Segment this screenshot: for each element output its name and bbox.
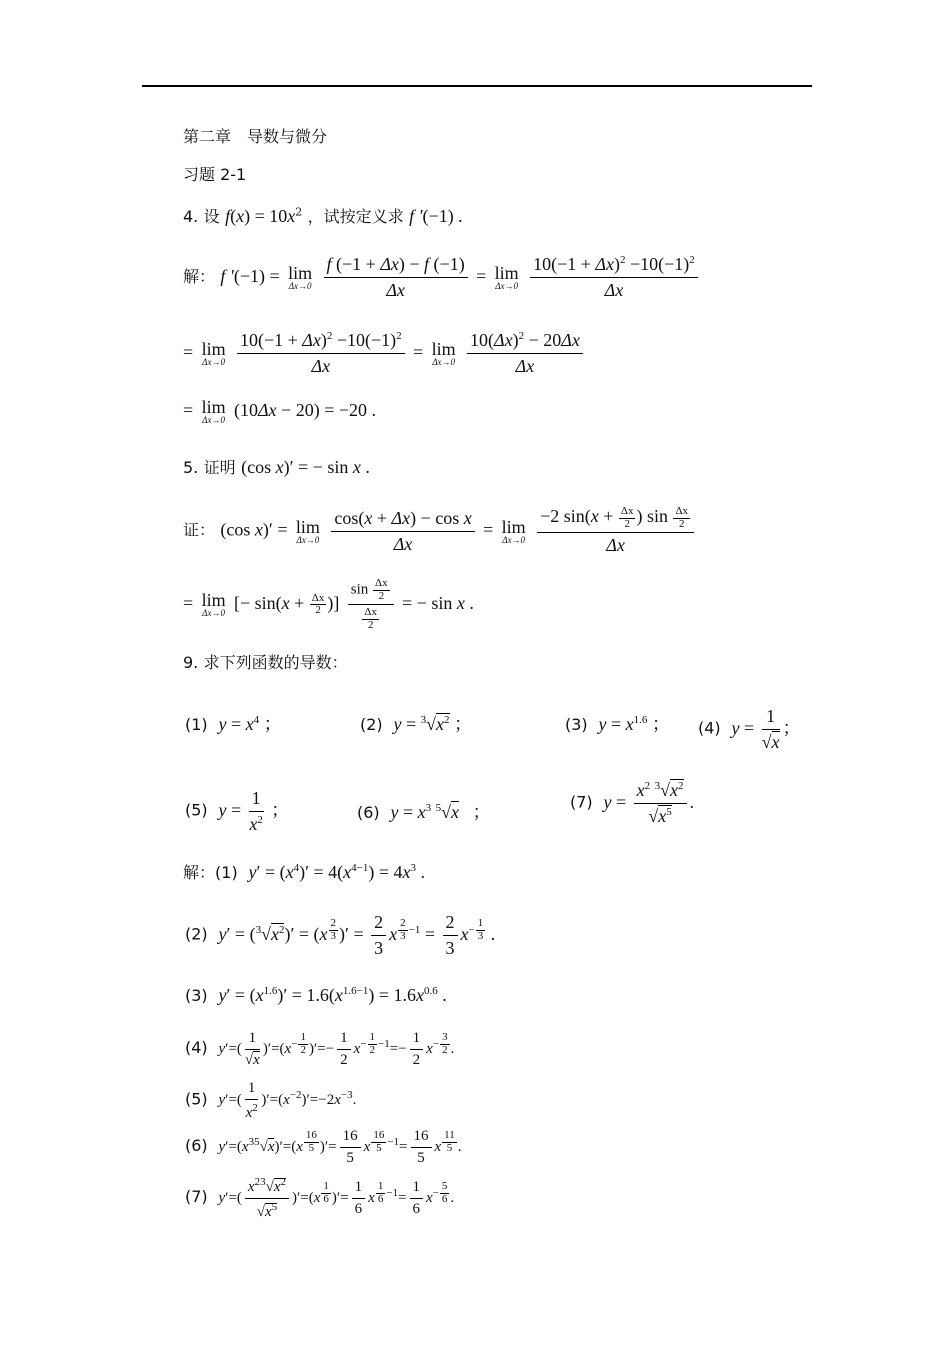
answer-1-expr: $y' = (x^4)' = 4(x^{4-1}) = 4x^3$ . <box>248 862 426 882</box>
item-1-expr: $y = x^4$ ； <box>218 714 282 734</box>
problem-5-proof-label: 证： <box>183 520 216 540</box>
answer-7-expr: y′=( $\frac{x^{23}√x^2}{√x^5}$ )′=(x $^{\frac{1}{6}}$ )′= $\frac{1}{6}$ x $^{\frac{1}{6} -1}$= $\frac{1}{6}$ $x^{- \frac{5}{6}}$ . <box>218 1176 455 1220</box>
item-4-number: (4) <box>698 718 721 738</box>
answer-3-expr: $y' = (x^{1.6})' = 1.6(x^{1.6-1}) = 1.6x^{0.6}$ . <box>218 985 447 1005</box>
eq-4: = <box>183 400 194 420</box>
answer-2 <box>185 912 495 959</box>
result-4: (10Δx − 20) = −20 . <box>233 400 376 420</box>
eq-2: = <box>183 342 194 362</box>
answer-4-expr: y′=( $\frac{1}{√x}$ )$'=(x^{- \frac{1}{2}}$ )′=− $\frac{1}{2}$ $x^{- \frac{1}{2} -1}=-$ $\frac{1}{2}$ $x^{- \frac{3}{2}}$ . <box>218 1030 455 1068</box>
frac-7: sin $\frac{\Delta x}{2}$ $\frac{\Delta x}{2}$ <box>348 578 394 631</box>
frac-1: $\frac{f (-1 + \Delta x) - f (-1)}{\Delta x}$ <box>324 254 468 301</box>
problem-4-solution-line-2 <box>183 330 586 377</box>
answer-3-number: (3) <box>185 986 208 1005</box>
item-1-number: (1) <box>185 715 208 734</box>
frac-6: −2 sin(x + $\frac{\Delta x}{2}$ ) sin $\frac{\Delta x}{2}$ Δx <box>537 506 694 556</box>
problem-4-label: 4. <box>183 207 199 226</box>
p4-x2: x <box>287 206 296 226</box>
chapter-title <box>183 124 327 147</box>
p4-paren: ( <box>230 206 237 226</box>
problem-5-expr: (cos x)′ = − sin x . <box>241 457 370 477</box>
item-2-number: (2) <box>360 715 383 734</box>
answer-2-number: (2) <box>185 924 208 944</box>
problem-4-text-b: ，试按定义求 <box>307 207 404 226</box>
answer-5-expr: y′=( $\frac{1}{x^2}$ )$'=(x^{-2})'=-2x^{-3}$. <box>218 1080 357 1121</box>
frac-2: $\frac{10(-1 + \Delta x)^2 -10(-1)^2}{\Delta x}$ <box>530 254 698 301</box>
problem-5-statement <box>183 455 370 478</box>
frac-5: $\frac{\text{cos(x + Δx) − cos x}}{\Delta x}$ <box>331 508 474 555</box>
p4-x: x <box>236 206 245 226</box>
problem-5-proof-line-1 <box>183 506 697 556</box>
answer-1 <box>183 860 425 883</box>
lim-4: lim Δx→0 <box>431 339 456 367</box>
problem-9-item-4 <box>698 706 801 753</box>
eq-5: = <box>483 519 494 540</box>
eq-6: = <box>183 593 194 614</box>
problem-4-statement <box>183 204 463 227</box>
header-rule <box>142 85 812 87</box>
lim-3: lim Δx→0 <box>201 339 226 367</box>
item-2-expr: $y = ^3√x^2$ ； <box>393 714 473 734</box>
problem-9-item-3 <box>565 710 670 736</box>
lim-7: lim Δx→0 <box>501 516 526 545</box>
section-title <box>183 162 246 185</box>
problem-9-item-2 <box>360 710 472 736</box>
answer-6-expr: $y'=(x^{35}√x)'=(x$ $^{\frac{16}{5}}$ )′= $\frac{16}{5}$ x $^{\frac{16}{5} -1}$= $\frac{16}{5}$ x $^{\frac{11}{5}}$ . <box>218 1128 462 1166</box>
lim-8: lim Δx→0 <box>201 590 226 619</box>
answer-1-number: (1) <box>215 863 238 882</box>
problem-4-text-a: 设 <box>203 207 220 226</box>
frac-4: $\frac{10(\Delta x)^2 - 20\Delta x}{\Delta x}$ <box>467 330 583 377</box>
answer-6-number: (6) <box>185 1135 208 1155</box>
s4l1-lhs: f ′(−1) = <box>220 266 280 286</box>
problem-9-statement <box>183 650 348 673</box>
eq-3: = <box>413 342 424 362</box>
item-7-expr: y = $\frac{x^2 ^3√x^2}{√x^5}$ . <box>603 780 695 826</box>
problem-4-solution-line-1 <box>183 254 701 301</box>
p4-eq: ) = 10 <box>244 206 288 226</box>
item-6-number: (6) <box>357 803 380 822</box>
answer-5 <box>185 1080 356 1122</box>
p4-arg: (−1) . <box>422 206 463 226</box>
problem-5-label: 5. <box>183 458 199 477</box>
answer-6 <box>185 1128 462 1167</box>
p4-sup: 2 <box>295 205 303 219</box>
problem-5-proof-line-2 <box>183 578 474 631</box>
eq-1: = <box>476 266 487 286</box>
problem-9-item-7 <box>570 780 694 827</box>
item-7-number: (7) <box>570 792 593 812</box>
answer-5-number: (5) <box>185 1089 208 1109</box>
section-text: 习题 2-1 <box>183 165 247 184</box>
answer-4 <box>185 1030 454 1069</box>
p5-bracket: [− sin(x + $\frac{\Delta x}{2}$ )] <box>233 591 340 617</box>
result-5: = − sin x . <box>402 593 474 614</box>
problem-9-item-6 <box>357 798 491 824</box>
problem-4-expr-1: f <box>225 206 231 226</box>
answer-7 <box>185 1176 454 1221</box>
item-3-expr: $y = x^{1.6}$ ； <box>598 714 670 734</box>
problem-9-label: 9. <box>183 653 199 672</box>
problem-9-item-1 <box>185 710 282 736</box>
p4-fprime: f ′ <box>409 206 423 226</box>
problem-9-item-5 <box>185 788 289 835</box>
lim-6: lim Δx→0 <box>295 516 320 545</box>
item-6-expr: $y = x^3$ $^5$√x ； <box>390 802 491 822</box>
answer-3 <box>185 985 447 1006</box>
answer-2-expr: $y' = (^3√x^2)' = (x$ $^{\frac{2}{3}}$ )′ = $\frac{2}{3}$ x $^{\frac{2}{3} -1}$ = $\frac{2}{3}$ $x^{- \frac{1}{3}}$ . <box>218 912 496 958</box>
frac-3: $\frac{10(-1 + \Delta x)^2 -10(-1)^2}{\Delta x}$ <box>237 330 405 377</box>
problem-5-text: 证明 <box>203 458 236 477</box>
lim-5: lim Δx→0 <box>201 397 226 425</box>
problem-4-solution-line-3 <box>183 398 376 425</box>
answer-7-number: (7) <box>185 1186 208 1206</box>
lim-2: lim Δx→0 <box>494 263 519 291</box>
problem-9-text: 求下列函数的导数： <box>203 653 348 672</box>
lim-1: lim Δx→0 <box>288 263 313 291</box>
item-5-number: (5) <box>185 800 208 820</box>
p5-lhs: (cos x)′ = <box>220 519 288 540</box>
item-3-number: (3) <box>565 715 588 734</box>
chapter-text: 第二章 导数与微分 <box>183 127 328 146</box>
answer-4-number: (4) <box>185 1037 208 1057</box>
item-4-expr: y = $\frac{1}{√x}$ ； <box>731 706 801 752</box>
item-5-expr: y = $\frac{1}{x^2}$ ； <box>218 788 290 834</box>
problem-4-solution-label: 解： <box>183 267 216 286</box>
problem-9-solution-label: 解： <box>183 863 216 882</box>
